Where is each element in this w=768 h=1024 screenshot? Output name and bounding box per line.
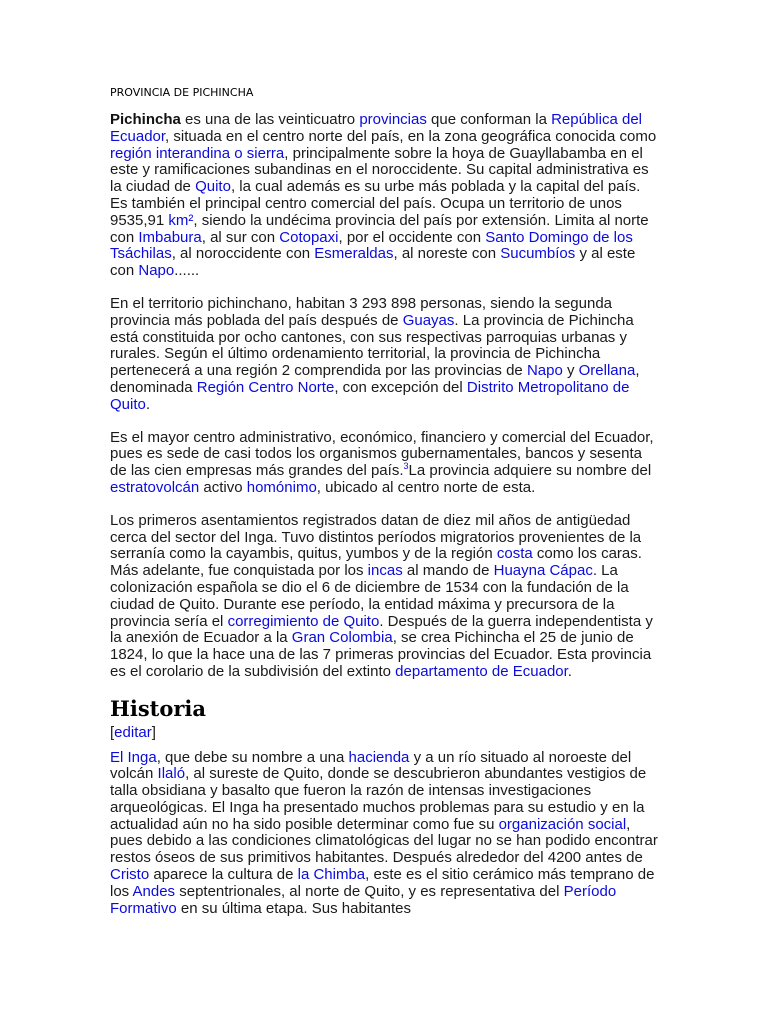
link-sucumbios[interactable]: Sucumbíos — [500, 245, 576, 263]
paragraph-poblacion — [110, 296, 660, 414]
text-run: Los primeros asentamientos registrados datan de diez mil años de antigüedad cerca del sector del Inga. Tuvo distintos períodos migratorios provenientes de la serranía como la cayambis, quitus, yumbos y de la región — [110, 511, 642, 563]
text-run: aparece la cultura de — [149, 866, 298, 884]
text-run: Es el mayor centro administrativo, económico, financiero y comercial del Ecuador, pues es sede de casi todos los organismos gubernamentales, bancos y sesenta de las cien empresas más grandes del país. — [110, 428, 654, 480]
text-run: , denominada — [110, 362, 640, 396]
link-el-inga[interactable]: El Inga — [110, 748, 157, 766]
body-paragraphs — [110, 112, 660, 681]
paragraph-asentamientos — [110, 513, 660, 681]
link-estratovolcan[interactable]: estratovolcán — [110, 478, 200, 496]
edit-bracket-close: ] — [151, 723, 156, 741]
link-organizacion-social[interactable]: organización social — [498, 815, 627, 833]
link-esmeraldas[interactable]: Esmeraldas — [314, 245, 394, 263]
link-gran-colombia[interactable]: Gran Colombia — [291, 629, 393, 647]
text-run: , que debe su nombre a una — [156, 748, 349, 766]
link-imbabura[interactable]: Imbabura — [138, 228, 202, 246]
text-run: activo — [199, 478, 247, 496]
link-huayna-capac[interactable]: Huayna Cápac — [493, 562, 593, 580]
edit-bracket-open: [ — [110, 723, 115, 741]
text-run: , al sur con — [201, 228, 280, 246]
text-run: , pues debido a las condiciones climatológicas del lugar no se han podido encontrar restos óseos de sus primitivos habitantes. Después alrededor del 4200 antes de — [110, 815, 658, 867]
citation-ref[interactable]: 3 — [403, 461, 409, 472]
text-run: septentrionales, al norte de Quito, y es representativa del — [175, 882, 564, 900]
link-orellana[interactable]: Orellana — [578, 362, 636, 380]
link-hacienda[interactable]: hacienda — [348, 748, 410, 766]
section-heading-historia: Historia — [110, 695, 206, 721]
text-run: La provincia adquiere su nombre del — [408, 462, 652, 480]
link-incas[interactable]: incas — [367, 562, 403, 580]
historia-body — [110, 750, 660, 918]
link-corregimiento-de-quito[interactable]: corregimiento de Quito — [227, 612, 380, 630]
paragraph-centro-administrativo — [110, 430, 660, 497]
link-km[interactable]: km² — [168, 211, 194, 229]
document-page — [110, 86, 660, 933]
text-run: , la cual además es su urbe más poblada y la capital del país. Es también el principal centro comercial del país. Ocupa un territorio de unos 9535,91 — [110, 178, 641, 229]
text-run: y — [562, 362, 579, 380]
text-run: , al sureste de Quito, donde se descubrieron abundantes vestigios de talla obsidiana y basalto que fueron la razón de intensas investigaciones arqueológicas. El Inga ha presentado muchos problemas para su estudio y en la actualidad aún no ha sido posible determinar como fue su — [110, 765, 647, 833]
text-run: , con excepción del — [334, 378, 467, 396]
paragraph-intro — [110, 112, 660, 280]
link-guayas[interactable]: Guayas — [402, 311, 455, 329]
text-run: es una de las veinticuatro — [180, 111, 360, 128]
text-run: ...... — [174, 262, 200, 280]
link-periodo-formativo[interactable]: Período Formativo — [110, 882, 617, 917]
link-republica-del-ecuador[interactable]: República del Ecuador — [110, 111, 642, 145]
text-run: . — [145, 395, 151, 413]
link-region-centro-norte[interactable]: Región Centro Norte — [196, 378, 335, 396]
document-title: PROVINCIA DE PICHINCHA — [110, 86, 254, 99]
text-run: , principalmente sobre la hoya de Guayllabamba en el este y ramificaciones subandinas en el noroccidente. Su capital administrativa es la ciudad de — [110, 144, 649, 196]
link-region-interandina-o-sierra[interactable]: región interandina o sierra — [110, 144, 285, 162]
text-run: que conforman la — [426, 111, 552, 128]
text-run: , siendo la undécima provincia del país por extensión. Limita al norte con — [110, 211, 649, 246]
link-andes[interactable]: Andes — [132, 882, 176, 900]
text-run: , por el occidente con — [338, 228, 486, 246]
text-run: como los caras. Más adelante, fue conquistada por los — [110, 545, 642, 580]
paragraph-historia — [110, 750, 660, 918]
link-napo[interactable]: Napo — [138, 262, 175, 280]
text-run: . La colonización española se dio el 6 de diciembre de 1534 con la fundación de la ciudad de Quito. Durante ese período, la entidad máxima y precursora de la provincia sería el — [110, 562, 629, 630]
link-santo-domingo-de-los-tsachilas[interactable]: Santo Domingo de los Tsáchilas — [110, 228, 633, 263]
link-napo[interactable]: Napo — [526, 362, 563, 380]
text-run: . Después de la guerra independentista y la anexión de Ecuador a la — [110, 612, 653, 647]
link-quito[interactable]: Quito — [195, 178, 231, 196]
link-ilalo[interactable]: Ilaló — [157, 765, 186, 783]
text-run: , al noreste con — [393, 245, 501, 263]
text-run: En el territorio pichinchano, habitan 3 293 898 personas, siendo la segunda provincia más poblada del país después de — [110, 294, 613, 329]
link-la-chimba[interactable]: la Chimba — [297, 866, 366, 884]
bold-term: Pichincha — [110, 111, 181, 128]
link-homonimo[interactable]: homónimo — [246, 478, 317, 496]
text-run: , situada en el centro norte del país, en la zona geográfica conocida como — [165, 127, 657, 145]
text-run: , se crea Pichincha el 25 de junio de 1824, lo que la hace una de las 7 primeras provincias del Ecuador. Esta provincia es el corolario de la subdivisión del extinto — [110, 629, 652, 680]
link-cotopaxi[interactable]: Cotopaxi — [279, 228, 339, 246]
text-run: en su última etapa. Sus habitantes — [176, 899, 412, 917]
text-run: , ubicado al centro norte de esta. — [316, 478, 536, 496]
link-departamento-de-ecuador[interactable]: departamento de Ecuador — [395, 662, 568, 680]
link-cristo[interactable]: Cristo — [110, 866, 150, 884]
text-run: y a un río situado al noroeste del volcán — [110, 748, 632, 783]
text-run: , este es el sitio cerámico más temprano de los — [110, 866, 655, 900]
text-run: y al este con — [110, 245, 636, 280]
text-run: . — [567, 662, 572, 680]
link-provincias[interactable]: provincias — [359, 111, 427, 128]
text-run: al mando de — [402, 562, 494, 580]
text-run: , al noroccidente con — [171, 245, 315, 263]
link-costa[interactable]: costa — [496, 545, 533, 563]
text-run: . La provincia de Pichincha está constituida por ocho cantones, con sus respectivas parroquias urbanas y rurales. Según el último ordenamiento territorial, la provincia de Pichincha pertenecerá a una región 2 comprendida por las provincias de — [110, 311, 634, 380]
edit-section-line — [110, 725, 660, 742]
link-distrito-metropolitano-de-quito[interactable]: Distrito Metropolitano de Quito — [110, 378, 630, 413]
edit-section-link[interactable]: editar — [114, 723, 152, 741]
